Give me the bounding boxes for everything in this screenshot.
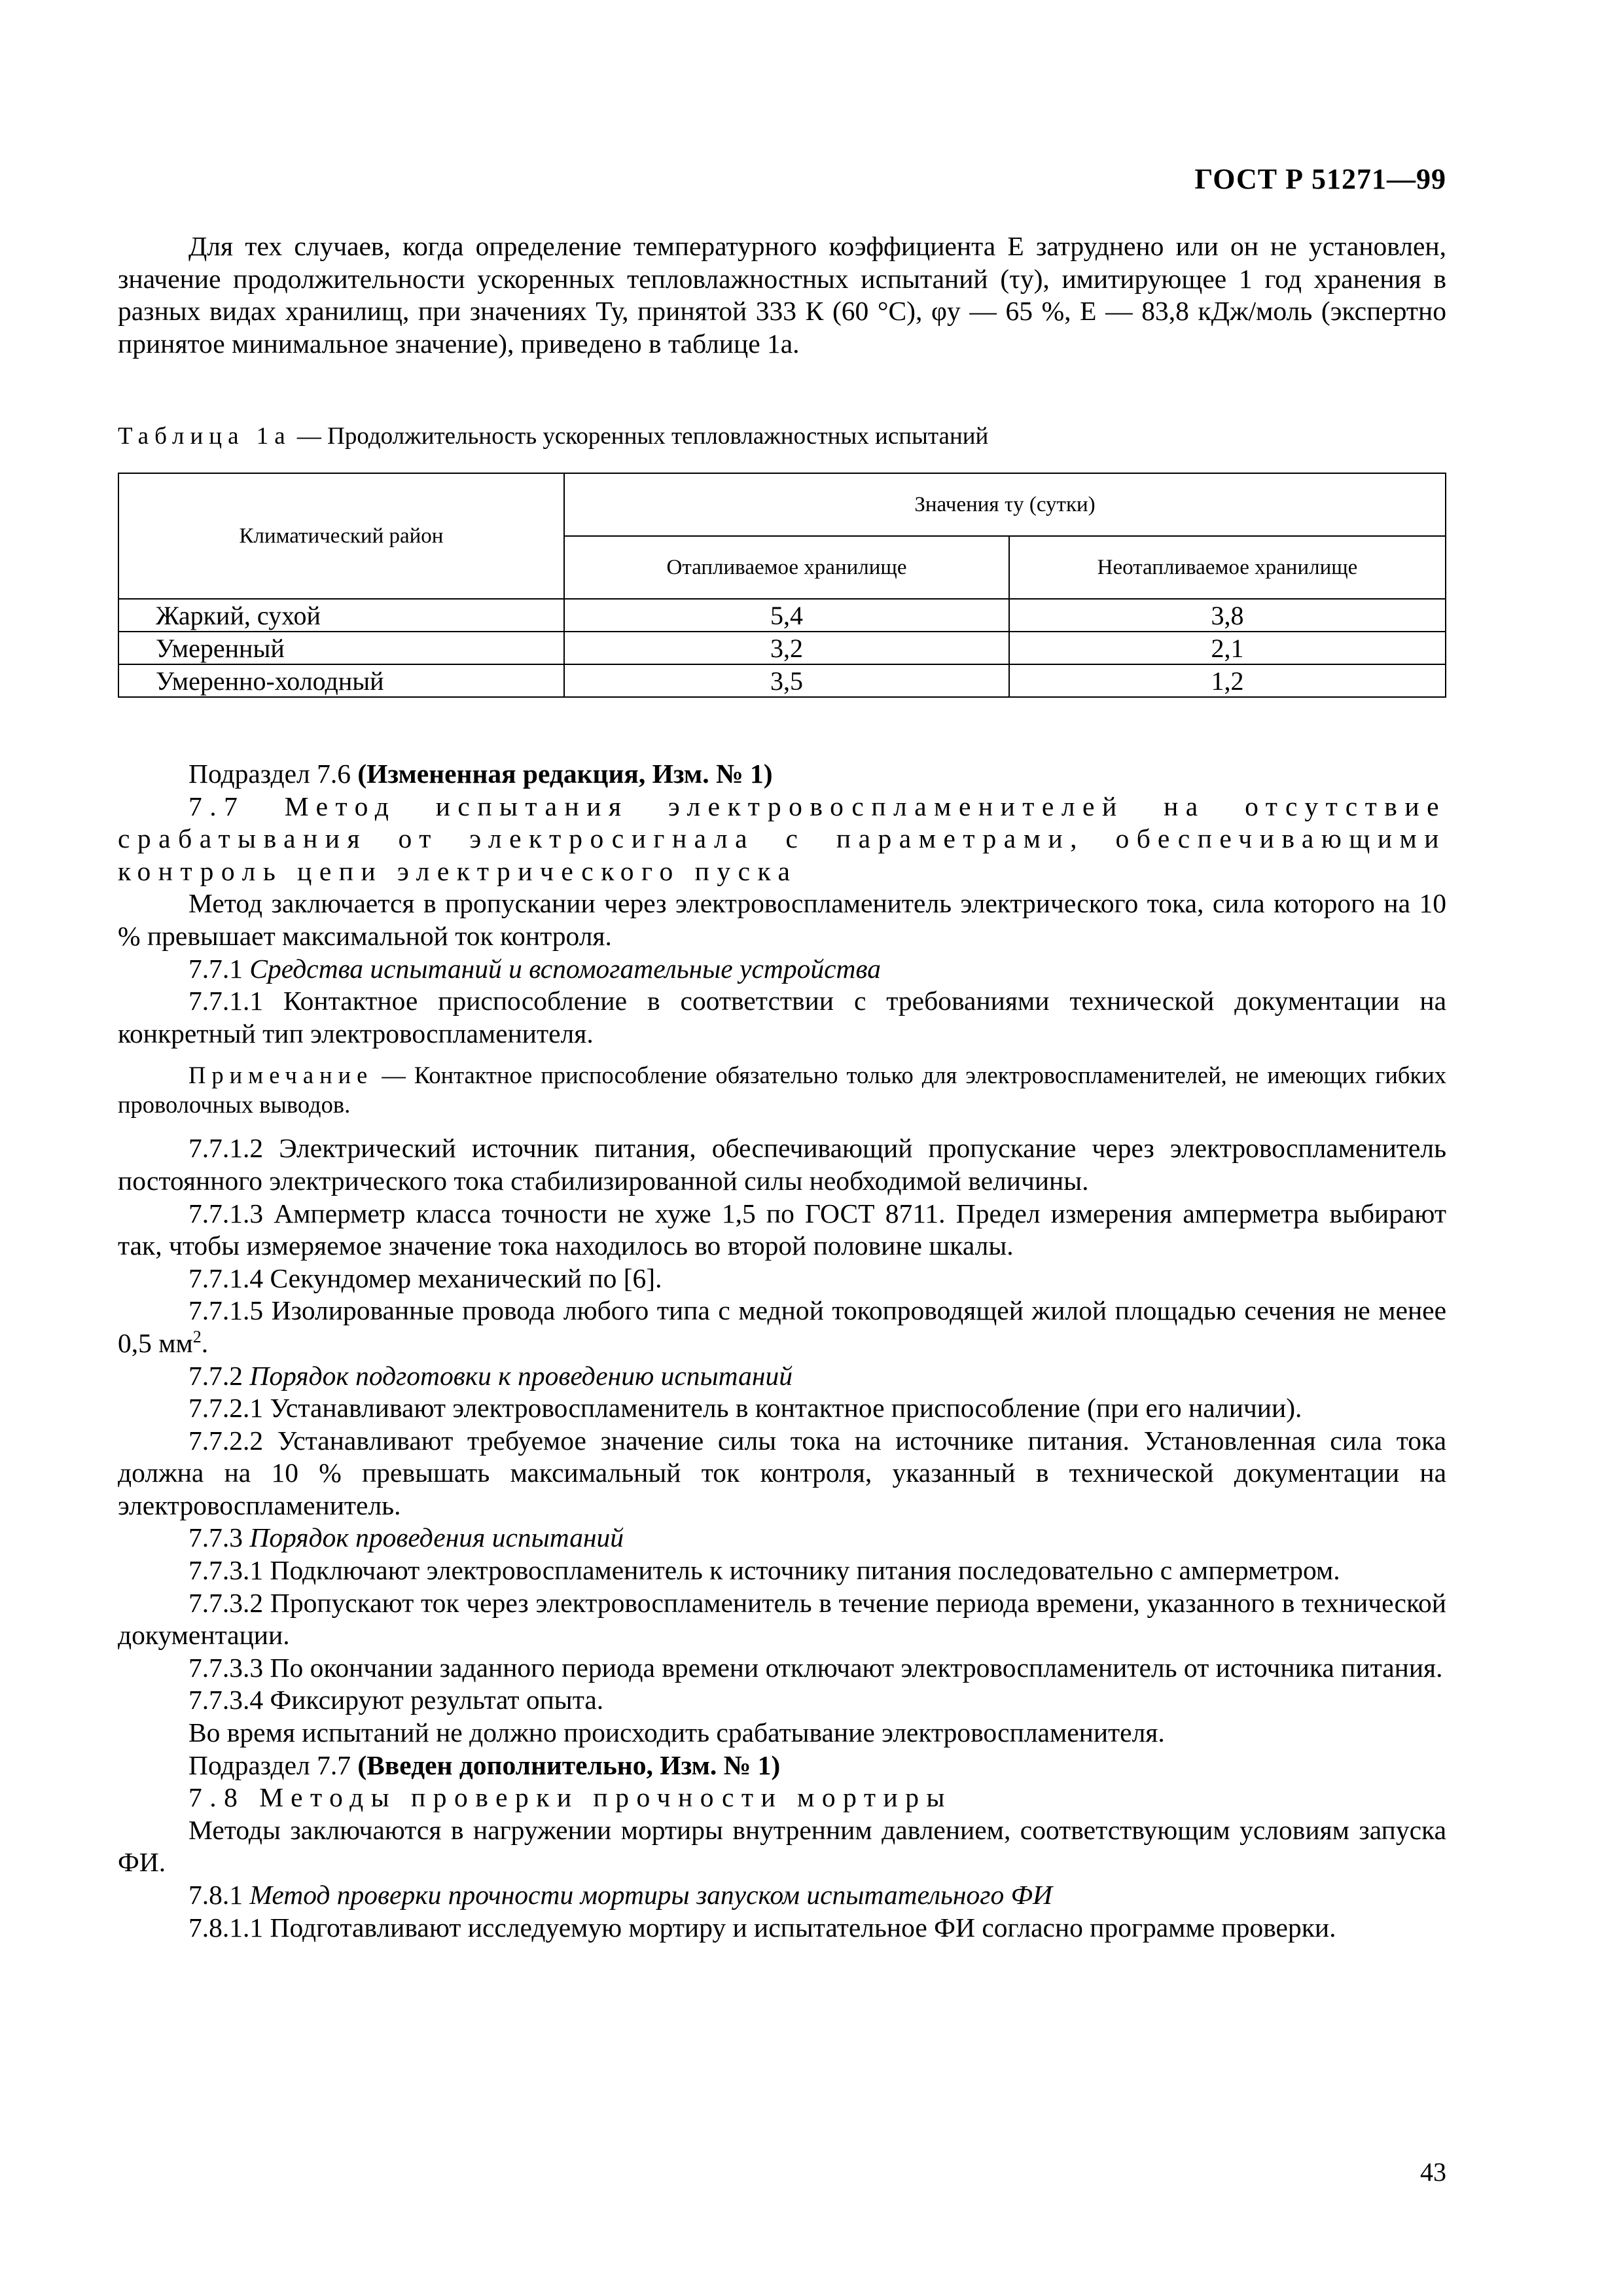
clause-7-7-1-5 <box>118 1295 1446 1359</box>
section-7-7-paragraph: Метод заключается в пропускании через электровоспламенитель электрического тока, сила которого на 10 % превышает максимальной ток контроля. <box>118 888 1446 951</box>
note-text: — Контактное приспособление обязательно только для электровоспламенителей, не имеющих гибких проволочных выводов. <box>118 1062 1446 1119</box>
clause-7-7-3 <box>118 1522 1446 1554</box>
clause-7-7-1-2: 7.7.1.2 Электрический источник питания, обеспечивающий пропускание через электровоспламенитель постоянного электрического тока стабилизированной силы необходимой величины. <box>118 1133 1446 1196</box>
page-number: 43 <box>1420 2157 1446 2187</box>
clause-7-7-2-1: 7.7.2.1 Устанавливают электровоспламенитель в контактное приспособление (при его наличии). <box>188 1393 1302 1424</box>
table-row <box>118 664 1446 697</box>
clause-number: 7.7.2 <box>188 1360 250 1391</box>
clause-7-7-2-2: 7.7.2.2 Устанавливают требуемое значение силы тока на источнике питания. Установленная сила тока должна на 10 % превышать максимальный ток контроля, указанный в технической документации на электровоспламенитель. <box>118 1425 1446 1520</box>
header-unheated: Неотапливаемое хранилище <box>1009 536 1446 599</box>
clause-text: 7.7.1.5 Изолированные провода любого типа с медной токопроводящей жилой площадью сечения не менее 0,5 мм <box>118 1295 1446 1358</box>
table-row <box>118 632 1446 664</box>
document-page <box>118 0 1446 2296</box>
clause-7-7-1-3: 7.7.1.3 Амперметр класса точности не хуже 1,5 по ГОСТ 8711. Предел измерения амперметра выбирают так, чтобы измеряемое значение тока находилось во второй половине шкалы. <box>118 1198 1446 1261</box>
test-duration-table <box>118 473 1446 698</box>
cell-region: Умеренный <box>118 632 564 664</box>
clause-7-7-3-conclusion: Во время испытаний не должно происходить срабатывание электровоспламенителя. <box>188 1717 1165 1748</box>
clause-7-7-3-4: 7.7.3.4 Фиксируют результат опыта. <box>188 1685 604 1715</box>
table-label: Таблица 1а <box>118 423 291 450</box>
subsection-7-7-note <box>118 1749 1446 1782</box>
cell-unheated: 1,2 <box>1009 664 1446 697</box>
superscript: 2 <box>192 1327 202 1347</box>
clause-number: 7.7.3 <box>188 1522 250 1553</box>
table-caption <box>118 422 988 450</box>
cell-unheated: 3,8 <box>1009 599 1446 632</box>
header-heated: Отапливаемое хранилище <box>564 536 1009 599</box>
section-7-8-title: 7.8 Методы проверки прочности мортиры <box>188 1782 952 1813</box>
clause-end: . <box>201 1327 209 1358</box>
subsection-7-6-amendment: (Измененная редакция, Изм. № 1) <box>357 759 773 789</box>
clause-title: Средства испытаний и вспомогательные устройства <box>249 953 882 984</box>
intro-paragraph: Для тех случаев, когда определение температурного коэффициента E затруднено или он не установлен, значение продолжительности ускоренных тепловлажностных испытаний (τу), имитирующее 1 год хранения в разных видах хранилищ, при значениях Ту, принятой 333 К (60 °С), φу — 65 %, E — 83,8 кДж/моль (экспертно принятое минимальное значение), приведено в таблице 1а. <box>118 231 1446 359</box>
table-caption-text: — Продолжительность ускоренных тепловлажностных испытаний <box>291 423 989 450</box>
cell-unheated: 2,1 <box>1009 632 1446 664</box>
clause-title: Метод проверки прочности мортиры запуском испытательного ФИ <box>249 1880 1052 1910</box>
cell-region: Умеренно-холодный <box>118 664 564 697</box>
clause-7-7-1-1: 7.7.1.1 Контактное приспособление в соответствии с требованиями технической документации на конкретный тип электровоспламенителя. <box>118 986 1446 1049</box>
subsection-7-7-amendment: (Введен дополнительно, Изм. № 1) <box>357 1749 781 1780</box>
clause-7-7-3-1: 7.7.3.1 Подключают электровоспламенитель к источнику питания последовательно с амперметром. <box>188 1555 1340 1586</box>
cell-heated: 5,4 <box>564 599 1009 632</box>
intro-block <box>118 230 1446 360</box>
section-7-8-paragraph: Методы заключаются в нагружении мортиры внутренним давлением, соответствующим условиям запуска ФИ. <box>118 1814 1446 1878</box>
clause-title: Порядок проведения испытаний <box>249 1522 624 1553</box>
document-code: ГОСТ Р 51271—99 <box>1194 163 1446 195</box>
subsection-7-7-prefix: Подраздел 7.7 <box>188 1749 358 1780</box>
cell-heated: 3,2 <box>564 632 1009 664</box>
clause-7-7-3-2: 7.7.3.2 Пропускают ток через электровоспламенитель в течение периода времени, указанного в технической документации. <box>118 1587 1446 1651</box>
clause-number: 7.7.1 <box>188 953 250 984</box>
section-7-7-title: 7.7 Метод испытания электровоспламенителей на отсутствие срабатывания от электросигнала с параметрами, обеспечивающими контроль цепи электрического пуска <box>118 791 1446 886</box>
note-label: Примечание <box>188 1062 374 1089</box>
cell-heated: 3,5 <box>564 664 1009 697</box>
table-row <box>118 599 1446 632</box>
clause-7-7-1 <box>118 953 1446 986</box>
main-text <box>118 758 1446 1944</box>
header-climate-region: Климатический район <box>118 473 564 599</box>
clause-7-7-2 <box>118 1360 1446 1393</box>
clause-7-8-1-1: 7.8.1.1 Подготавливают исследуемую мортиру и испытательное ФИ согласно программе проверки. <box>188 1912 1336 1943</box>
clause-title: Порядок подготовки к проведению испытаний <box>249 1360 793 1391</box>
clause-number: 7.8.1 <box>188 1880 250 1910</box>
clause-7-8-1 <box>118 1879 1446 1912</box>
subsection-7-6-prefix: Подраздел 7.6 <box>188 759 358 789</box>
note <box>118 1060 1446 1119</box>
cell-region: Жаркий, сухой <box>118 599 564 632</box>
subsection-7-6-note <box>118 758 1446 791</box>
clause-7-7-3-3: 7.7.3.3 По окончании заданного периода времени отключают электровоспламенитель от источника питания. <box>188 1652 1443 1683</box>
clause-7-7-1-4: 7.7.1.4 Секундомер механический по [6]. <box>188 1263 662 1293</box>
header-values: Значения τу (сутки) <box>564 473 1446 536</box>
